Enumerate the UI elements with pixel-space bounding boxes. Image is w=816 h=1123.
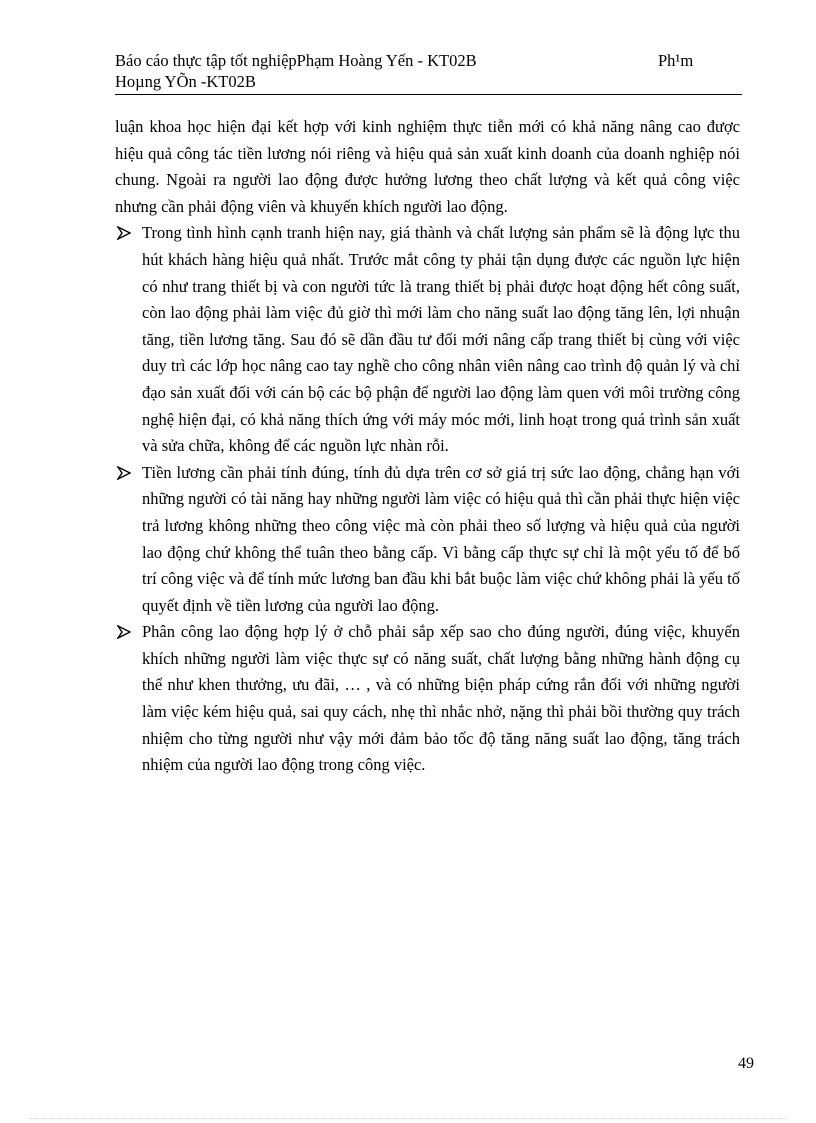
bullet-text: Phân công lao động hợp lý ở chỗ phải sắp xếp sao cho đúng người, đúng việc, khuyến khích những người làm việc thực sự có năng suất, chất lượng bằng những hành động cụ thể như khen thưởng, ưu đãi, … , và có những biện pháp cứng rắn đối với những người làm việc kém hiệu quả, sai quy cách, nhẹ thì nhắc nhở, nặng thì phải bồi thường quy trách nhiệm cho từng người như vậy mới đảm bảo tốc độ tăng năng suất lao động, tăng trách nhiệm của người lao động trong công việc. xyxy=(142,622,740,775)
bullet-item-2 xyxy=(115,460,740,620)
header-line-2: Hoµng YÕn -KT02B xyxy=(115,72,256,91)
footer-divider xyxy=(30,1118,786,1119)
header-title: Báo cáo thực tập tốt nghiệpPhạm Hoàng Yến - KT02B xyxy=(115,51,477,70)
header-line-1 xyxy=(115,50,742,71)
bullet-text: Tiền lương cần phải tính đúng, tính đủ dựa trên cơ sở giá trị sức lao động, chẳng hạn với những người có tài năng hay những người làm việc có hiệu quả thì cần phải thực hiện việc trả lương không những theo công việc mà còn phải theo số lượng và hiệu quả của người lao động chứ không thể tuân theo bằng cấp. Vì bằng cấp thực sự chỉ là một yếu tố để bố trí công việc và để tính mức lương ban đầu khi bắt buộc làm việc chứ không phải là yếu tố quyết định về tiền lương của người lao động. xyxy=(142,462,740,615)
bullet-item-1 xyxy=(115,220,740,459)
bullet-item-3 xyxy=(115,619,740,779)
intro-paragraph: luận khoa học hiện đại kết hợp với kinh nghiệm thực tiễn mới có khả năng nâng cao được hiệu quả công tác tiền lương nói riêng và hiệu quả sản xuất kinh doanh của doanh nghiệp nói chung. Ngoài ra người lao động được hưởng lương theo chất lượng và kết quả công việc nhưng cần phải động viên và khuyến khích người lao động. xyxy=(115,117,740,216)
document-body xyxy=(115,114,740,779)
arrowhead-bullet-icon xyxy=(117,226,131,240)
page-header xyxy=(115,50,742,95)
header-author-fragment: Ph¹m xyxy=(658,51,694,70)
page-number: 49 xyxy=(738,1055,754,1072)
bullet-text: Trong tình hình cạnh tranh hiện nay, giá thành và chất lượng sản phẩm sẽ là động lực thu hút khách hàng hiệu quả nhất. Trước mắt công ty phải tận dụng được các nguồn lực hiện có như trang thiết bị và con người tức là trang thiết bị phải được hoạt động hết công suất, còn lao động phải làm việc đủ giờ thì mới làm cho năng suất lao động tăng lên, lợi nhuận tăng, tiền lương tăng. Sau đó sẽ dần đầu tư đổi mới nâng cấp trang thiết bị cùng với việc duy trì các lớp học nâng cao tay nghề cho công nhân viên nâng cao trình độ quản lý và chỉ đạo sản xuất đối với cán bộ các bộ phận để người lao động làm quen với môi trường công nghệ hiện đại, có khả năng thích ứng với máy móc mới, linh hoạt trong quá trình sản xuất và sửa chữa, không để các nguồn lực nhàn rỗi. xyxy=(142,223,740,456)
arrowhead-bullet-icon xyxy=(117,625,131,639)
arrowhead-bullet-icon xyxy=(117,466,131,480)
